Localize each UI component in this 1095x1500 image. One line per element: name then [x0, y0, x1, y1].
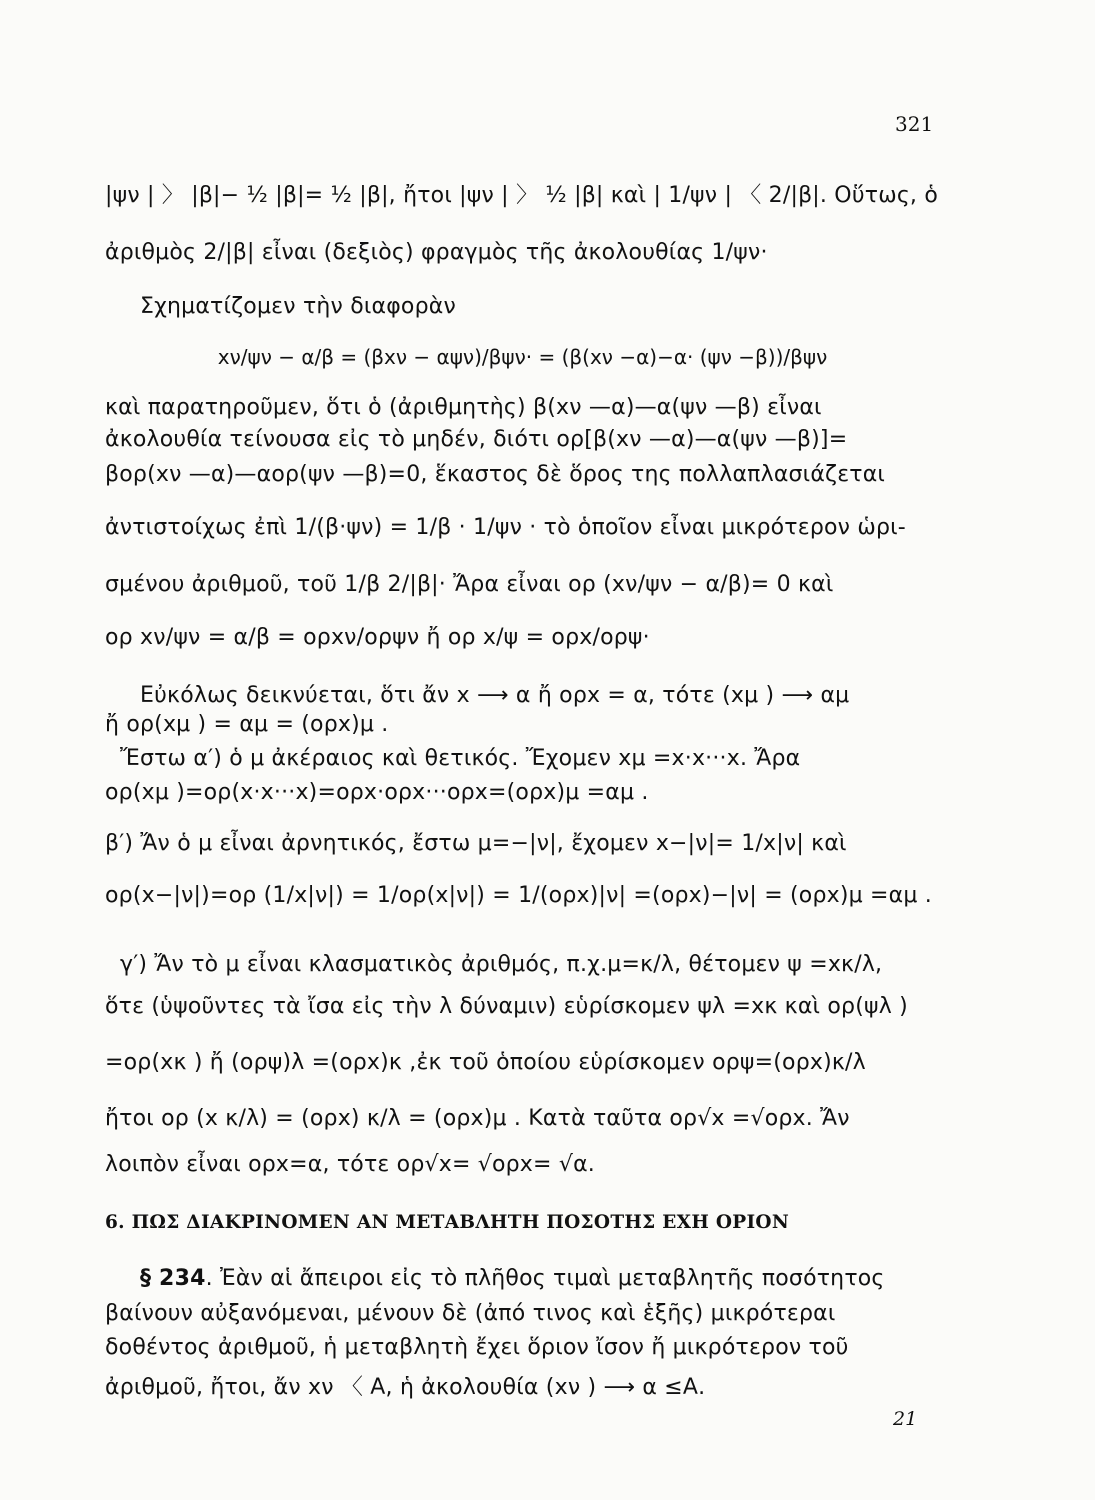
text-line: ἀριθμοῦ, ἤτοι, ἄν xν 〈 Α, ἡ ἀκολουθία (xν ) ⟶ α ≤Α. [105, 1375, 706, 1400]
text-line: Ἔστω α′) ὁ μ ἀκέραιος καὶ θετικός. Ἔχομεν xμ =x·x···x. Ἄρα [120, 746, 801, 771]
text-line: ἀντιστοίχως ἐπὶ 1/(β·ψν) = 1/β · 1/ψν · τὸ ὁποῖον εἶναι μικρότερον ὡρι- [105, 515, 906, 540]
page-number: 321 [895, 112, 934, 136]
text-line: ὅτε (ὑψοῦντες τὰ ἴσα εἰς τὴν λ δύναμιν) εὑρίσκομεν ψλ =xκ καὶ ορ(ψλ ) [105, 994, 908, 1019]
text-line: ορ(x−|ν|)=ορ (1/x|ν|) = 1/ορ(x|ν|) = 1/(ορx)|ν| =(ορx)−|ν| = (ορx)μ =αμ . [105, 883, 932, 908]
text-line: Εὐκόλως δεικνύεται, ὅτι ἄν x ⟶ α ἤ ορx = α, τότε (xμ ) ⟶ αμ [140, 683, 850, 708]
paragraph-number: § 234 [140, 1266, 206, 1291]
text-line: ἤτοι ορ (x κ/λ) = (ορx) κ/λ = (ορx)μ . Κατὰ ταῦτα ορ√x =√ορx. Ἄν [105, 1106, 850, 1131]
text-line: καὶ παρατηροῦμεν, ὅτι ὁ (ἀριθμητὴς) β(xν —α)—α(ψν —β) εἶναι [105, 395, 822, 420]
text-line: λοιπὸν εἶναι ορx=α, τότε ορ√x= √ορx= √α. [105, 1152, 595, 1177]
text-line: γ′) Ἄν τὸ μ εἶναι κλασματικὸς ἀριθμός, π.χ.μ=κ/λ, θέτομεν ψ =xκ/λ, [120, 952, 883, 977]
text-line: δοθέντος ἀριθμοῦ, ἡ μεταβλητὴ ἔχει ὅριον ἴσον ἤ μικρότερον τοῦ [105, 1335, 849, 1360]
signature-mark: 21 [893, 1408, 918, 1430]
text-line: ἤ ορ(xμ ) = αμ = (ορx)μ . [105, 712, 389, 737]
text-line: ορ xν/ψν = α/β = ορxν/ορψν ἤ ορ x/ψ = ορx/ορψ· [105, 625, 650, 650]
text-line: βορ(xν —α)—αορ(ψν —β)=0, ἕκαστος δὲ ὅρος της πολλαπλασιάζεται [105, 462, 886, 487]
text-line: =ορ(xκ ) ἤ (ορψ)λ =(ορx)κ ,ἐκ τοῦ ὁποίου εὑρίσκομεν ορψ=(ορx)κ/λ [105, 1050, 866, 1075]
text-line: ορ(xμ )=ορ(x·x···x)=ορx·ορx···ορx=(ορx)μ =αμ . [105, 780, 649, 805]
text-line: βαίνουν αὐξανόμεναι, μένουν δὲ (ἀπό τινος καὶ ἑξῆς) μικρότεραι [105, 1301, 836, 1326]
text-segment: . Ἐὰν αἱ ἄπειροι εἰς τὸ πλῆθος τιμαὶ μεταβλητῆς ποσότητος [205, 1266, 885, 1291]
text-line: Σχηματίζομεν τὴν διαφορὰν [140, 294, 456, 319]
text-line: |ψν | 〉 |β|− ½ |β|= ½ |β|, ἤτοι |ψν | 〉 ½ |β| καὶ | 1/ψν | 〈 2/|β|. Οὕτως, ὁ [105, 183, 938, 208]
text-line: ἀκολουθία τείνουσα εἰς τὸ μηδέν, διότι ορ[β(xν —α)—α(ψν —β)]= [105, 427, 848, 452]
text-line: β′) Ἄν ὁ μ εἶναι ἀρνητικός, ἔστω μ=−|ν|, ἔχομεν x−|ν|= 1/x|ν| καὶ [105, 831, 847, 856]
text-line: σμένου ἀριθμοῦ, τοῦ 1/β 2/|β|· Ἄρα εἶναι ορ (xν/ψν − α/β)= 0 καὶ [105, 572, 834, 597]
equation: xν/ψν − α/β = (βxν − αψν)/βψν· = (β(xν −α)−α· (ψν −β))/βψν [217, 345, 828, 369]
paragraph-first-line [140, 1266, 940, 1291]
section-heading: 6. ΠΩΣ ΔΙΑΚΡΙΝΟΜΕΝ ΑΝ ΜΕΤΑΒΛΗΤΗ ΠΟΣΟΤΗΣ ΕΧΗ ΟΡΙΟΝ [105, 1212, 790, 1233]
text-line: ἀριθμὸς 2/|β| εἶναι (δεξιὸς) φραγμὸς τῆς ἀκολουθίας 1/ψν· [105, 240, 768, 265]
